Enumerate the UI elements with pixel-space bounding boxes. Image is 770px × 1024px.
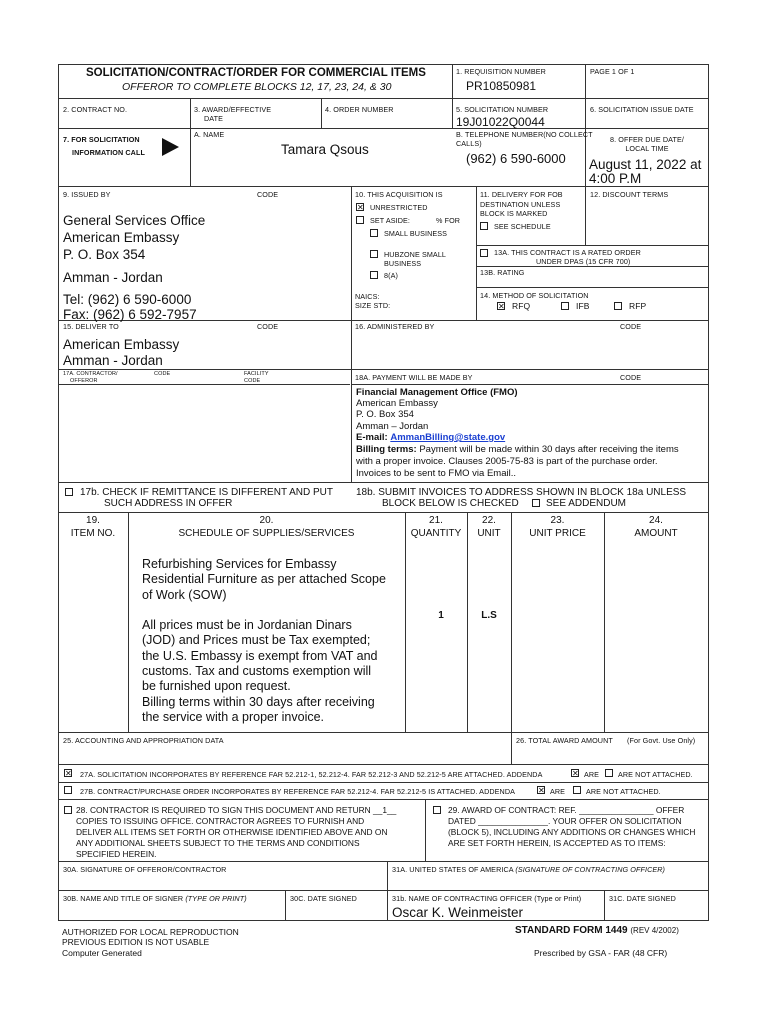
issued-by-code-label: CODE: [257, 190, 279, 199]
contractor-code-label: CODE: [154, 371, 171, 377]
addendum-checkbox[interactable]: [532, 499, 540, 507]
remittance-checkbox[interactable]: [65, 488, 73, 496]
contractor-label: 17A. CONTRACTOR/: [63, 371, 118, 377]
unrestricted-label: UNRESTRICTED: [370, 203, 428, 212]
telephone-number[interactable]: (962) 6 590-6000: [466, 151, 566, 166]
facility-code-label: FACILITY: [244, 371, 269, 377]
payment-line3: Amman – Jordan: [356, 421, 429, 432]
clause-27a-are-label: ARE: [584, 770, 600, 779]
clause-27a-checkbox[interactable]: ✕: [65, 769, 72, 778]
offeror-signature-label: 30A. SIGNATURE OF OFFEROR/CONTRACTOR: [63, 865, 227, 874]
description-line: customs. Tax and customs exemption will: [142, 664, 372, 679]
col-unit-price: UNIT PRICE: [529, 528, 586, 539]
form-title: SOLICITATION/CONTRACT/ORDER FOR COMMERCIAL ITEMS: [86, 67, 426, 79]
col-unit-price-num: 23.: [550, 515, 565, 526]
item-unit: L.S: [481, 610, 497, 621]
administered-code-label: CODE: [620, 322, 642, 331]
delivery-fob-label-2: DESTINATION UNLESS: [480, 200, 561, 209]
date-signed-31c-label: 31C. DATE SIGNED: [609, 894, 676, 903]
deliver-to-code-label: CODE: [257, 322, 279, 331]
info-call-label-2: INFORMATION CALL: [72, 148, 145, 157]
award-date-label-2: DATE: [204, 114, 224, 123]
telephone-label-2: CALLS): [456, 139, 482, 148]
contracting-officer-label: 31b. NAME OF CONTRACTING OFFICER (Type or Print): [392, 894, 582, 903]
order-number-label: 4. ORDER NUMBER: [325, 105, 394, 114]
block-29-line: 29. AWARD OF CONTRACT: REF. ________________ OFFER: [448, 805, 685, 815]
billing-terms-label: Billing terms:: [356, 444, 417, 455]
rfq-checkbox[interactable]: ✕: [498, 302, 505, 311]
issued-by-line1: General Services Office: [63, 213, 206, 228]
billing-terms-row: [356, 444, 708, 455]
total-award-label: 26. TOTAL AWARD AMOUNT: [516, 736, 613, 745]
page-indicator: PAGE 1 OF 1: [590, 67, 635, 76]
issued-by-line4: Amman - Jordan: [63, 270, 163, 285]
col-amount: AMOUNT: [634, 528, 678, 539]
description-line: Billing terms within 30 days after receiving: [142, 694, 375, 709]
billing-terms-text: Payment will be made within 30 days after receiving the items: [419, 444, 679, 455]
col-item-no: ITEM NO.: [70, 528, 116, 539]
small-business-label: SMALL BUSINESS: [384, 229, 448, 238]
telephone-label: B. TELEPHONE NUMBER(NO COLLECT: [456, 130, 593, 139]
form-revision: (REV 4/2002): [630, 926, 679, 935]
addendum-label: SEE ADDENDUM: [546, 498, 627, 509]
issued-by-tel: Tel: (962) 6 590-6000: [63, 292, 192, 307]
clause-27a-text: 27A. SOLICITATION INCORPORATES BY REFERENCE FAR 52.212-1, 52.212-4. FAR 52.212-3 AND 52.212-5 ARE ATTACHED. ADDENDA: [80, 770, 543, 779]
award-date-label: 3. AWARD/EFFECTIVE: [194, 105, 272, 114]
method-label: 14. METHOD OF SOLICITATION: [480, 291, 589, 300]
payment-line2: P. O. Box 354: [356, 409, 414, 420]
accounting-label: 25. ACCOUNTING AND APPROPRIATION DATA: [63, 736, 224, 745]
form-subtitle: OFFEROR TO COMPLETE BLOCKS 12, 17, 23, 24, & 30: [122, 81, 392, 93]
description-line: Refurbishing Services for Embassy: [142, 557, 337, 571]
clause-27b-are-not-checkbox[interactable]: [573, 786, 581, 794]
unrestricted-checkbox[interactable]: ✕: [357, 203, 364, 212]
requisition-label: 1. REQUISITION NUMBER: [456, 67, 546, 76]
email-label: E-mail:: [356, 432, 388, 443]
size-std-label: SIZE STD:: [355, 301, 391, 310]
issued-by-line3: P. O. Box 354: [63, 247, 146, 262]
submit-invoices-label: 18b. SUBMIT INVOICES TO ADDRESS SHOWN IN BLOCK 18a UNLESS: [356, 487, 687, 498]
col-amount-num: 24.: [649, 515, 663, 526]
form-number: STANDARD FORM 1449: [515, 925, 628, 936]
acquisition-label: 10. THIS ACQUISITION IS: [355, 190, 443, 199]
block-28-line: 28. CONTRACTOR IS REQUIRED TO SIGN THIS DOCUMENT AND RETURN __1__: [76, 805, 397, 815]
clause-27a-are-not-checkbox[interactable]: [605, 769, 613, 777]
offer-due-time[interactable]: 4:00 P.M: [589, 171, 642, 186]
hubzone-label-2: BUSINESS: [384, 259, 422, 268]
delivery-fob-label-3: BLOCK IS MARKED: [480, 209, 548, 218]
contracting-officer-name[interactable]: Oscar K. Weinmeister: [392, 905, 524, 920]
signer-name-text: 30B. NAME AND TITLE OF SIGNER: [63, 894, 184, 903]
block-29-line: ARE SET FORTH HEREIN, IS ACCEPTED AS TO ITEMS:: [448, 838, 666, 848]
submit-invoices-label-2: BLOCK BELOW IS CHECKED: [382, 498, 519, 509]
contract-no-label: 2. CONTRACT NO.: [63, 105, 128, 114]
schedule-description: [142, 557, 404, 725]
rfq-label: RFQ: [512, 301, 531, 311]
deliver-to-line1: American Embassy: [63, 337, 180, 352]
see-schedule-checkbox[interactable]: [480, 222, 488, 230]
small-business-checkbox[interactable]: [370, 229, 378, 237]
contractor-box: [58, 369, 350, 385]
issued-by-fax: Fax: (962) 6 592-7957: [63, 307, 197, 322]
solicitation-number-label: 5. SOLICITATION NUMBER: [456, 105, 549, 114]
issued-by-line2: American Embassy: [63, 230, 180, 245]
hubzone-checkbox[interactable]: [370, 250, 378, 258]
payment-email-row: [356, 432, 505, 443]
solicitation-number[interactable]: 19J01022Q0044: [456, 115, 545, 129]
payment-line1: American Embassy: [356, 398, 438, 409]
naics-label: NAICS:: [355, 292, 380, 301]
description-line: All prices must be in Jordanian Dinars: [142, 618, 352, 633]
col-unit-num: 22.: [482, 515, 496, 526]
offer-due-label: 8. OFFER DUE DATE/: [610, 135, 684, 144]
delivery-fob-label: 11. DELIVERY FOR FOB: [480, 190, 563, 199]
rfp-label: RFP: [629, 301, 647, 311]
col-quantity-num: 21.: [429, 515, 443, 526]
contractor-sign-checkbox[interactable]: [64, 806, 72, 814]
usa-label: 31A. UNITED STATES OF AMERICA: [392, 865, 514, 874]
clause-27b-are-checkbox[interactable]: ✕: [538, 786, 545, 795]
clause-27b-are-not-label: ARE NOT ATTACHED.: [586, 787, 661, 796]
item-quantity: 1: [438, 610, 444, 621]
clause-27a-are-checkbox[interactable]: ✕: [572, 769, 579, 778]
block-28-line: COPIES TO ISSUING OFFICE. CONTRACTOR AGREES TO FURNISH AND: [76, 816, 365, 826]
remittance-label-2: SUCH ADDRESS IN OFFER: [104, 498, 233, 509]
billing-email-link[interactable]: AmmanBilling@state.gov: [390, 432, 506, 443]
signer-type-note: (TYPE OR PRINT): [185, 894, 247, 903]
rfp-checkbox[interactable]: [614, 302, 622, 310]
block-29-line: (BLOCK 5), INCLUDING ANY ADDITIONS OR CHANGES WHICH: [448, 827, 696, 837]
ifb-label: IFB: [576, 301, 590, 311]
ifb-checkbox[interactable]: [561, 302, 569, 310]
payment-office: Financial Management Office (FMO): [356, 387, 518, 398]
clause-27a-are-not-label: ARE NOT ATTACHED.: [618, 770, 693, 779]
col-quantity: QUANTITY: [410, 528, 462, 539]
date-signed-30c-label: 30C. DATE SIGNED: [290, 894, 357, 903]
clause-27b-are-label: ARE: [550, 787, 566, 796]
offer-due-date[interactable]: August 11, 2022 at: [589, 157, 702, 172]
hubzone-label: HUBZONE SMALL: [384, 250, 447, 259]
description-line: the U.S. Embassy is exempt from VAT and: [142, 648, 378, 663]
clause-27b-text: 27B. CONTRACT/PURCHASE ORDER INCORPORATES BY REFERENCE FAR 52.212-4. FAR 52.212-5 IS ATTACHED. ADDENDA: [80, 787, 516, 796]
contractor-label-2: OFFEROR: [70, 378, 98, 384]
contact-name-label: A. NAME: [194, 130, 225, 139]
description-line: (JOD) and Prices must be Tax exempted;: [142, 633, 371, 648]
col-unit: UNIT: [477, 528, 501, 539]
description-line: be furnished upon request.: [142, 679, 291, 694]
eight-a-label: 8(A): [384, 271, 398, 280]
block-28-text: [76, 805, 421, 860]
remittance-label: 17b. CHECK IF REMITTANCE IS DIFFERENT AND PUT: [80, 487, 333, 498]
deliver-to-line2: Amman - Jordan: [63, 353, 163, 368]
footer-previous-edition: PREVIOUS EDITION IS NOT USABLE: [62, 937, 210, 947]
clause-27b-checkbox[interactable]: [64, 786, 72, 794]
footer-computer-generated: Computer Generated: [62, 948, 142, 958]
offer-due-label-2: LOCAL TIME: [625, 144, 669, 153]
co-signature-note: (SIGNATURE OF CONTRACTING OFFICER): [515, 865, 666, 874]
issue-date-label: 6. SOLICITATION ISSUE DATE: [590, 105, 694, 114]
total-award-note: (For Govt. Use Only): [627, 736, 696, 745]
block-29-text: [448, 805, 708, 849]
arrow-right-icon: [162, 138, 179, 156]
contact-name[interactable]: Tamara Qsous: [281, 142, 369, 157]
facility-code-label-2: CODE: [244, 378, 261, 384]
billing-terms-line3: Invoices to be sent to FMO via Email..: [356, 468, 516, 479]
block-28-line: ANY ADDITIONAL SHEETS SUBJECT TO THE TERMS AND CONDITIONS: [76, 838, 360, 848]
rated-order-checkbox[interactable]: [480, 249, 488, 257]
administered-by-label: 16. ADMINISTERED BY: [355, 322, 435, 331]
discount-terms-label: 12. DISCOUNT TERMS: [590, 190, 669, 199]
usa-signature-label: [392, 866, 665, 875]
rating-label: 13B. RATING: [480, 268, 525, 277]
payment-label: 18A. PAYMENT WILL BE MADE BY: [355, 373, 473, 382]
percent-for-label: % FOR: [436, 216, 461, 225]
set-aside-label: SET ASIDE:: [370, 216, 411, 225]
see-schedule-label: SEE SCHEDULE: [494, 222, 551, 231]
deliver-to-label: 15. DELIVER TO: [63, 322, 119, 331]
col-item-num: 19.: [86, 515, 100, 526]
description-line: the service with a proper invoice.: [142, 709, 325, 724]
rated-order-label: 13A. THIS CONTRACT IS A RATED ORDER: [494, 248, 641, 257]
signer-name-label: [63, 895, 247, 904]
col-schedule: SCHEDULE OF SUPPLIES/SERVICES: [178, 528, 355, 539]
description-line: of Work (SOW): [142, 587, 227, 602]
footer-authorized: AUTHORIZED FOR LOCAL REPRODUCTION: [62, 927, 239, 937]
eight-a-checkbox[interactable]: [370, 271, 378, 279]
block-29-line: DATED _______________. YOUR OFFER ON SOLICITATION: [448, 816, 682, 826]
issued-by-label: 9. ISSUED BY: [63, 190, 111, 199]
description-line: [142, 603, 404, 618]
payment-code-label: CODE: [620, 373, 642, 382]
award-checkbox[interactable]: [433, 806, 441, 814]
requisition-number[interactable]: PR10850981: [466, 79, 537, 93]
rated-order-label-2: UNDER DPAS (15 CFR 700): [536, 257, 631, 266]
col-schedule-num: 20.: [259, 515, 274, 526]
footer-form-id: [515, 925, 679, 936]
description-line: Residential Furniture as per attached Scope: [142, 572, 386, 587]
block-28-line: DELIVER ALL ITEMS SET FORTH OR OTHERWISE IDENTIFIED ABOVE AND ON: [76, 827, 388, 837]
billing-terms-line2: with a proper invoice. Clauses 2005-75-83 is part of the purchase order.: [356, 456, 658, 467]
info-call-label: 7. FOR SOLICITATION: [63, 135, 140, 144]
block-28-line: SPECIFIED HEREIN.: [76, 849, 157, 859]
footer-prescribed: Prescribed by GSA - FAR (48 CFR): [534, 948, 668, 958]
set-aside-checkbox[interactable]: [356, 216, 364, 224]
